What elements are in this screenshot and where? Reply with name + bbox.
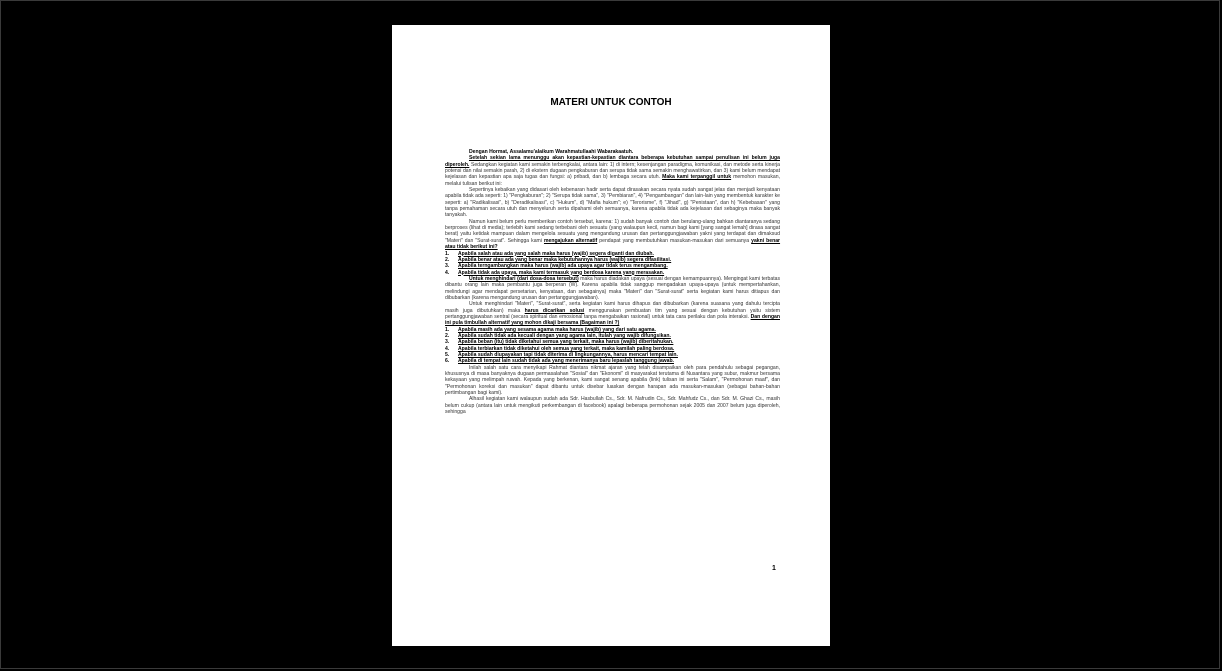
list-number: 3. <box>445 339 450 346</box>
p1-text: Sedangkan kegiatan kami semakin terbengkalai, antara lain: 1) di intern; kesenjangan paradigma, komunikasi, dan metode serta kinerja potensi dan nilai semakin parah, 2) di ekstern dugaan pengkaburan dan serupa tidak sama semakin menghawatirkan, dan 3) kami belum mendapat kejelasan dan kepastian apa saja tugas dan fungsi: a) pribadi, dan b) lembaga secara utuh. <box>445 161 780 181</box>
p5-text2: menggunakan pembuatan tim yang sesuai dengan kebutuhan yaitu sistem pertanggungjawaban sentral (secara spiritual dan emosional tanpa mengabaikan rasional) untuk tata cara perilaku dan pola interaksi. <box>445 307 780 320</box>
list-number: 4. <box>445 345 450 352</box>
p5-bold: harus dicarikan solusi <box>524 307 585 314</box>
list-text: Apabila sudah diupayakan tapi tidak diterima di lingkungannya, harus mencari tempat lain. <box>458 352 678 358</box>
list-item <box>445 358 780 364</box>
list-text: Apabila beban (itu) tidak diketahui semua yang terkait, maka harus (wajib) diberitahukan. <box>458 339 674 346</box>
paragraph-3 <box>445 219 780 251</box>
p1-text2: memohon masukan, melalui tulisan berikut ini: <box>445 174 780 187</box>
p1-bold: Setelah sekian lama menunggu akan kepastian-kepastian diantara beberapa kebutuhan sampai penulisan ini belum juga diperoleh. <box>445 155 780 168</box>
list-text: Apabila salah atau ada yang salah maka harus (wajib) segera diganti dan diubah. <box>458 250 654 257</box>
list-number: 6. <box>445 358 450 365</box>
p5-bold2: Dan dengan ini pula timbullah alternatif yang mohon dikaji bersama (Bagaiman ini ?) <box>445 313 780 327</box>
p3-bold: mengajukan alternatif <box>543 237 598 244</box>
p3-text: Namun kami belum perlu memberikan contoh tersebut, karena: 1) sudah banyak contoh dan berulang-ulang bahkan diantaranya sedang berproses (lihat di media); terlebih kami sedang terbebani oleh sesuatu (yang walaupun kecil, namun bagi kami [yang sangat lemah] dirasa sangat berat) yaitu ketidak mampuan dalam mengelola sesuatu yang mengandung urusan dan pertanggungjawaban yakni yang terdapat dan dimaksud "Materi" dan "Surat-surat". Sehingga kami <box>445 218 780 244</box>
numbered-list-1 <box>445 251 780 276</box>
paragraph-7: Alhasil kegiatan kami walaupun sudah ada Sdr. Hasbullah Cs., Sdr. M. Nafrudin Cs., Sdr. Mahfudz Cs., dan Sdr. M. Ghazi Cs., masih belum cukup (antara lain untuk mengikuti perkembangan di facebook) apalagi beberapa permohonan sejak 2005 dan 2007 belum juga diperoleh, sehingga <box>445 396 780 416</box>
paragraph-1 <box>445 155 780 187</box>
list-number: 5. <box>445 352 450 358</box>
list-text: Apabila sudah tidak ada kecuali dengan yang agama lain, itulah yang wajib difungsikan. <box>458 332 671 339</box>
list-item <box>445 270 780 276</box>
page-number: 1 <box>772 565 776 572</box>
document-title: MATERI UNTUK CONTOH <box>550 97 672 108</box>
list-number: 1. <box>445 250 450 257</box>
document-page <box>392 25 830 646</box>
p4-text: maka harus diadakan upaya (sesuai dengan kemampuannya). Mengingat kami terbatas dibantu orang lain maka pembantu juga berperan (W). Karena apabila tidak sanggup mengadakan upaya-upaya (untuk mempertahankan, melindungi agar mendapat persetarian, kenyataan, dan sebagainya) maka "Materi" dan "Surat-surat" serta kegiatan kami harus ditiapus dan dibubarkan (karena mengandung urusan dan pertanggungjawaban). <box>445 275 780 301</box>
list-number: 2. <box>445 332 450 339</box>
list-text: Apabila benar atau ada yang benar maka kebutuhannya harus (wajib) segera difasilitasi. <box>458 256 672 263</box>
paragraph-6: Inilah salah satu cara menyikapi Rahmat diantara nikmat ajaran yang telah disampaikan oleh para pendahulu sebagai pegangan, khususnya di masa banyaknya dugaan permasalahan "Sosial" dan "Ekonomi" di masyarakat terutama di Nusantara yang subur, makmur bersama kekayaan yang melimpah ruwah. Kepada yang berkenan, kami sangat senang apabila (link) tulisan ini serta "Salam", "Permohonan maaf", dan "Permohonan koreksi dan masukan" dapat dibantu untuk disebar luaskan dengan harapan ada masukan-masukan (sebagai bahan-bahan pertimbangan bagi kami). <box>445 364 780 397</box>
paragraph-2: Sepertinya kebaikan yang didasari oleh kebenaran hadir serta dapat dirasakan secara nyata sudah sangat jelas dan menjadi kenyataan apabila tidak ada seperti: 1) "Pengkaburan"; 2) "Serupa tidak sama", 3) "Pembiaran", 4) "Pengambangan" dan lain-lain yang membentuk karakter ke seperti: a) "Radikalisasi", b) "Deradikalisasi", c) "Hukum", d) "Mafia hukum"; e) "Terorisme", f) "Jihad", g) "Penistaan", dan h) "Kebebasan" yang tanpa pemahaman secara utuh dan menyeluruh serta dipahami oleh semuanya, karena apabila tidak ada kejelasan dari sebaginya maka banyak tanyakah. <box>445 187 780 219</box>
list-text: Apabila masih ada yang sesama agama maka harus (wajib) yang dari satu agama. <box>458 326 656 333</box>
p3-bold2: yakni benar atau tidak berikut ini? <box>445 237 781 251</box>
list-number: 3. <box>445 263 450 270</box>
document-body <box>445 149 780 415</box>
p3-text2: pendapat yang membutuhkan masukan-masukan dari semuanya <box>597 237 750 244</box>
list-text: Apabila tidak ada upaya, maka kami termasuk yang berdosa karena yang merasakan. <box>458 269 665 276</box>
list-text: Apabila terngambangkan maka harus (wajib) ada upaya agar tidak terus mengambang. <box>458 263 668 270</box>
list-number: 4. <box>445 269 450 276</box>
list-number: 1. <box>445 326 450 333</box>
p1-bold2: Maka kami terpanggil untuk <box>662 174 732 181</box>
list-text: Apabila terbiarkan tidak diketahui oleh semua yang terkait, maka kamilah paling berdosa. <box>458 345 675 352</box>
greeting: Dengan Hormat, Assalamu'alaikum Warahmatullaahi Wabarakaatuh. <box>469 149 634 155</box>
list-text: Apabila di tempat lain sudah tidak ada yang menerimanya baru lepaslah tanggung jawab. <box>458 358 674 365</box>
numbered-list-2 <box>445 327 780 365</box>
list-number: 2. <box>445 256 450 263</box>
p5-text: Untuk menghindari "Materi", "Surat-surat", serta kegiatan kami harus dihapus dan dibubarkan (karena suasana yang dahulu tercipta masih juga dibutuhkan) maka <box>445 301 780 314</box>
p4-bold: Untuk menghindari (dari dosa-dosa tersebut) <box>469 275 579 282</box>
paragraph-4 <box>445 276 780 301</box>
paragraph-5 <box>445 301 780 326</box>
